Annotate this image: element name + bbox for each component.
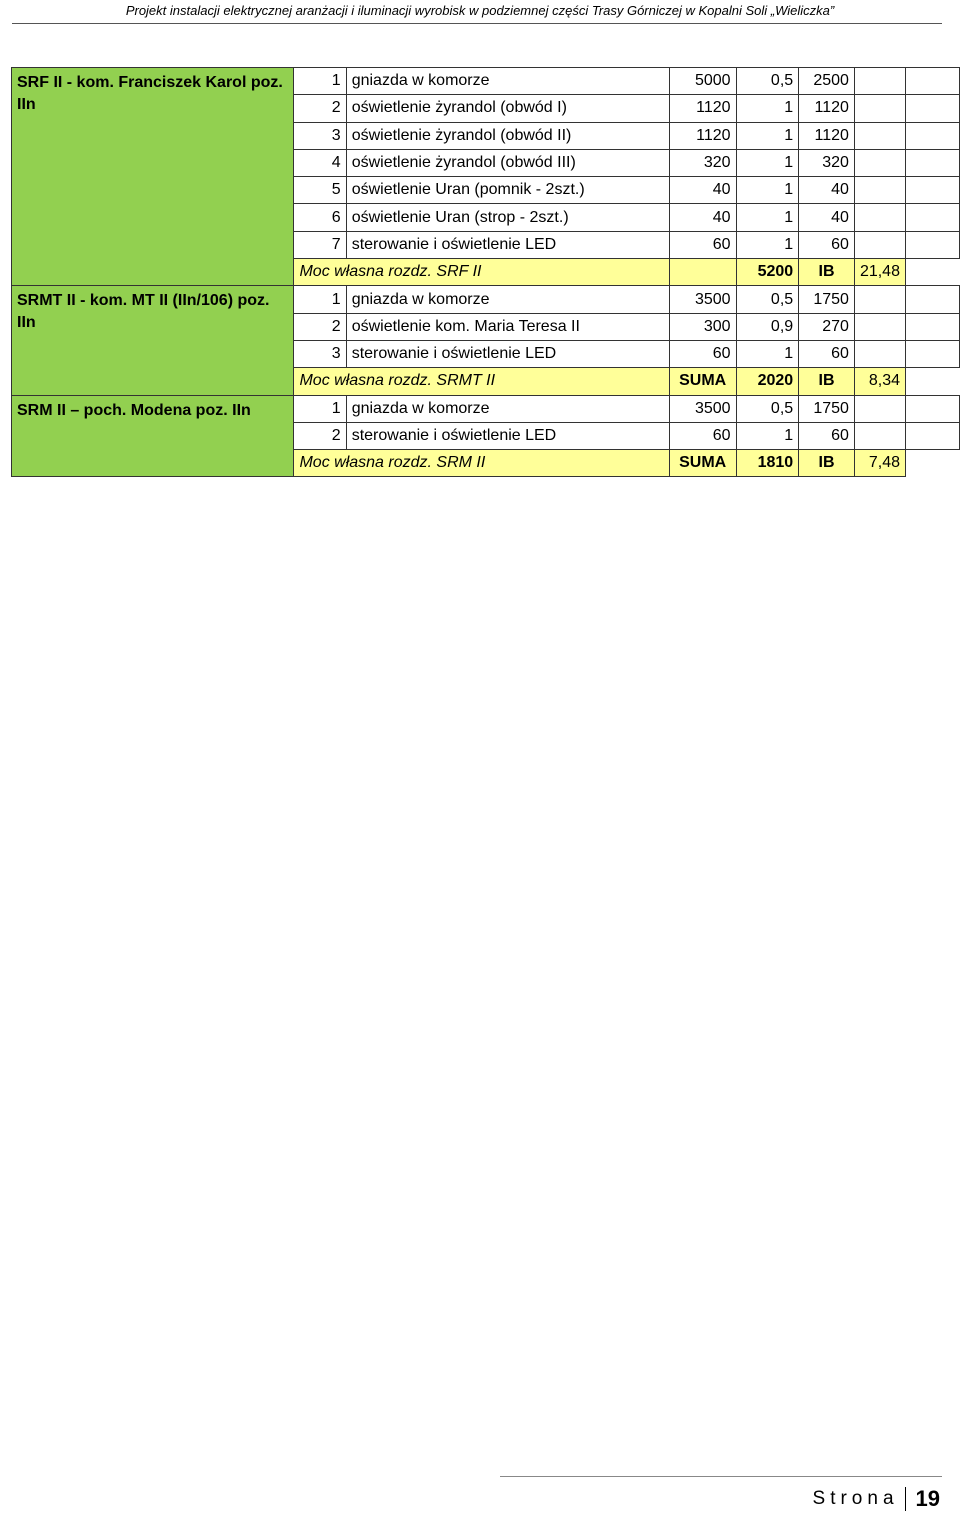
empty-cell (854, 68, 905, 95)
row-number: 1 (294, 68, 346, 95)
empty-cell (905, 340, 959, 367)
row-description: oświetlenie żyrandol (obwód I) (346, 95, 669, 122)
row-factor: 1 (736, 122, 799, 149)
row-description: oświetlenie Uran (strop - 2szt.) (346, 204, 669, 231)
empty-cell (905, 122, 959, 149)
empty-cell (854, 422, 905, 449)
page-number: 19 (915, 1486, 940, 1511)
summary-suma (669, 259, 736, 286)
row-description: oświetlenie żyrandol (obwód III) (346, 149, 669, 176)
row-number: 4 (294, 149, 346, 176)
row-number: 3 (294, 122, 346, 149)
row-factor: 1 (736, 204, 799, 231)
table-row (12, 395, 960, 422)
empty-cell (854, 177, 905, 204)
table-row (12, 68, 960, 95)
row-number: 2 (294, 95, 346, 122)
row-factor: 1 (736, 422, 799, 449)
row-power: 3500 (669, 286, 736, 313)
row-description: gniazda w komorze (346, 286, 669, 313)
empty-cell (854, 204, 905, 231)
row-result: 60 (799, 340, 855, 367)
row-power: 300 (669, 313, 736, 340)
empty-cell (905, 231, 959, 258)
row-power: 1120 (669, 95, 736, 122)
row-number: 5 (294, 177, 346, 204)
empty-cell (905, 95, 959, 122)
row-number: 1 (294, 395, 346, 422)
row-number: 2 (294, 422, 346, 449)
summary-ib-label: IB (799, 368, 855, 395)
empty-cell (905, 286, 959, 313)
empty-cell (854, 122, 905, 149)
row-number: 6 (294, 204, 346, 231)
location-cell: SRF II - kom. Franciszek Karol poz. IIn (12, 68, 294, 286)
row-result: 1750 (799, 286, 855, 313)
row-number: 1 (294, 286, 346, 313)
row-power: 3500 (669, 395, 736, 422)
row-power: 60 (669, 231, 736, 258)
row-factor: 1 (736, 231, 799, 258)
empty-cell (905, 422, 959, 449)
table-row (12, 286, 960, 313)
empty-cell (905, 177, 959, 204)
empty-cell (854, 231, 905, 258)
row-factor: 1 (736, 95, 799, 122)
summary-ib-label: IB (799, 450, 855, 477)
row-result: 60 (799, 422, 855, 449)
power-table (11, 67, 960, 477)
row-result: 40 (799, 177, 855, 204)
row-factor: 1 (736, 340, 799, 367)
summary-label: Moc własna rozdz. SRMT II (294, 368, 669, 395)
row-power: 40 (669, 177, 736, 204)
row-factor: 0,5 (736, 395, 799, 422)
row-description: sterowanie i oświetlenie LED (346, 231, 669, 258)
row-description: gniazda w komorze (346, 395, 669, 422)
empty-cell (854, 313, 905, 340)
empty-cell (854, 286, 905, 313)
row-power: 1120 (669, 122, 736, 149)
empty-cell (905, 68, 959, 95)
empty-cell (854, 395, 905, 422)
row-result: 2500 (799, 68, 855, 95)
empty-cell (905, 149, 959, 176)
row-result: 270 (799, 313, 855, 340)
row-description: sterowanie i oświetlenie LED (346, 340, 669, 367)
empty-cell (854, 149, 905, 176)
page-footer (813, 1486, 940, 1512)
row-description: gniazda w komorze (346, 68, 669, 95)
page-header (0, 0, 960, 29)
summary-suma: SUMA (669, 368, 736, 395)
row-power: 5000 (669, 68, 736, 95)
row-number: 3 (294, 340, 346, 367)
footer-separator (905, 1487, 906, 1511)
row-result: 1120 (799, 122, 855, 149)
header-title: Projekt instalacji elektrycznej aranżacji i iluminacji wyrobisk w podziemnej części Trasy Górniczej w Kopalni Soli „Wieliczka” (125, 3, 835, 18)
empty-cell (905, 313, 959, 340)
row-factor: 1 (736, 149, 799, 176)
summary-ib-value: 7,48 (854, 450, 905, 477)
empty-cell (854, 95, 905, 122)
summary-ib-label: IB (799, 259, 855, 286)
header-rule (12, 23, 942, 24)
summary-label: Moc własna rozdz. SRM II (294, 450, 669, 477)
summary-ib-value: 8,34 (854, 368, 905, 395)
row-power: 60 (669, 422, 736, 449)
location-cell: SRMT II - kom. MT II (IIn/106) poz. IIn (12, 286, 294, 395)
row-factor: 1 (736, 177, 799, 204)
row-factor: 0,5 (736, 68, 799, 95)
footer-rule (500, 1476, 942, 1477)
empty-cell (905, 395, 959, 422)
row-description: oświetlenie Uran (pomnik - 2szt.) (346, 177, 669, 204)
empty-cell (854, 340, 905, 367)
row-factor: 0,5 (736, 286, 799, 313)
row-number: 7 (294, 231, 346, 258)
summary-total: 2020 (736, 368, 799, 395)
row-result: 40 (799, 204, 855, 231)
row-result: 1120 (799, 95, 855, 122)
summary-total: 5200 (736, 259, 799, 286)
row-factor: 0,9 (736, 313, 799, 340)
row-result: 320 (799, 149, 855, 176)
empty-cell (905, 204, 959, 231)
summary-label: Moc własna rozdz. SRF II (294, 259, 669, 286)
row-result: 1750 (799, 395, 855, 422)
row-number: 2 (294, 313, 346, 340)
location-cell: SRM II – poch. Modena poz. IIn (12, 395, 294, 477)
footer-label: Strona (812, 1488, 899, 1509)
summary-total: 1810 (736, 450, 799, 477)
row-power: 60 (669, 340, 736, 367)
summary-ib-value: 21,48 (854, 259, 905, 286)
row-result: 60 (799, 231, 855, 258)
row-power: 40 (669, 204, 736, 231)
row-description: oświetlenie kom. Maria Teresa II (346, 313, 669, 340)
row-power: 320 (669, 149, 736, 176)
row-description: oświetlenie żyrandol (obwód II) (346, 122, 669, 149)
row-description: sterowanie i oświetlenie LED (346, 422, 669, 449)
summary-suma: SUMA (669, 450, 736, 477)
